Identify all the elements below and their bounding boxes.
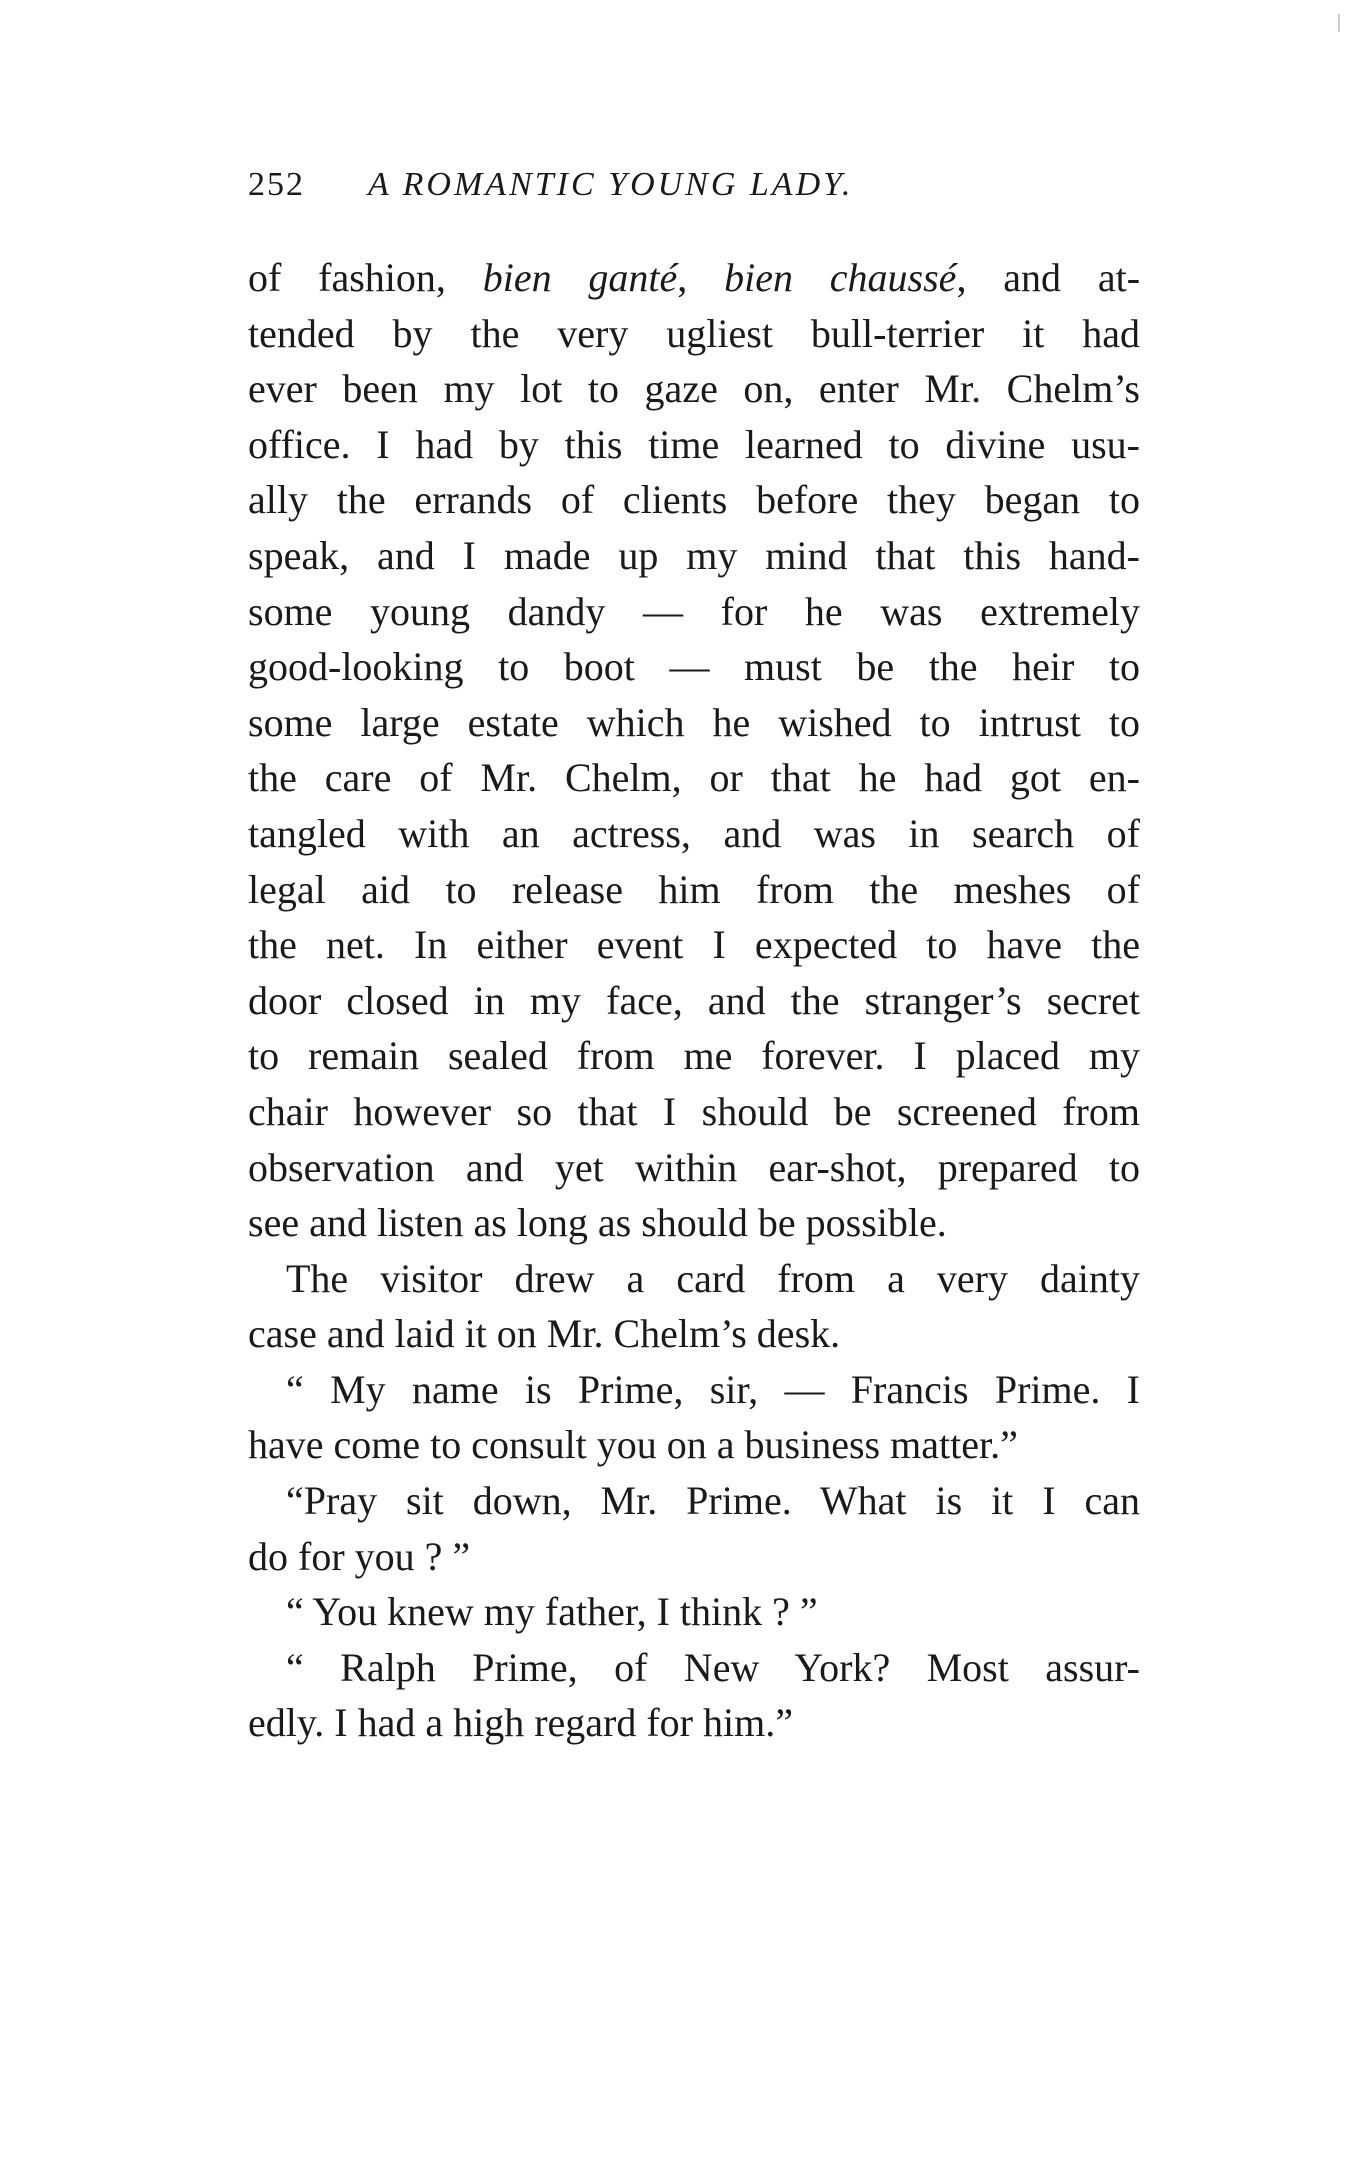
text-line: ally the errands of clients before they began to	[248, 477, 1140, 523]
text-fragment: ,	[677, 255, 725, 300]
text-line: legal aid to release him from the meshes of	[248, 866, 1140, 912]
text-line: see and listen as long as should be possible.	[248, 1200, 947, 1246]
running-head	[248, 160, 1148, 210]
text-line: to remain sealed from me forever. I placed my	[248, 1033, 1140, 1079]
text-line: case and laid it on Mr. Chelm’s desk.	[248, 1311, 841, 1357]
scan-edge-mark	[1338, 14, 1340, 32]
text-line: the net. In either event I expected to have the	[248, 922, 1140, 968]
text-line: tended by the very ugliest bull-terrier it had	[248, 310, 1140, 356]
body-text	[248, 250, 1140, 1751]
text-line: some young dandy — for he was extremely	[248, 588, 1140, 634]
italic-phrase: bien ganté	[482, 255, 678, 300]
text-line: “ My name is Prime, sir, — Francis Prime. I	[286, 1366, 1140, 1412]
text-line: speak, and I made up my mind that this hand-	[248, 532, 1140, 578]
text-line: some large estate which he wished to intrust to	[248, 699, 1140, 745]
text-fragment: of fashion,	[248, 255, 483, 300]
text-line: good-looking to boot — must be the heir to	[248, 644, 1140, 690]
text-line: the care of Mr. Chelm, or that he had got en-	[248, 755, 1140, 801]
text-line: office. I had by this time learned to divine usu-	[248, 421, 1140, 467]
text-line: observation and yet within ear-shot, prepared to	[248, 1144, 1140, 1190]
text-fragment: , and at-	[956, 255, 1141, 300]
running-title: A ROMANTIC YOUNG LADY.	[368, 166, 854, 203]
text-line: “ Ralph Prime, of New York? Most assur-	[286, 1644, 1140, 1690]
text-line: do for you ? ”	[248, 1533, 471, 1579]
text-line: door closed in my face, and the stranger’s secret	[248, 977, 1140, 1023]
text-line: “Pray sit down, Mr. Prime. What is it I can	[286, 1478, 1140, 1524]
text-line: have come to consult you on a business matter.”	[248, 1422, 1018, 1468]
text-line: edly. I had a high regard for him.”	[248, 1700, 793, 1746]
text-line	[248, 250, 1140, 306]
text-line: The visitor drew a card from a very dainty	[286, 1255, 1140, 1301]
text-line: “ You knew my father, I think ? ”	[286, 1589, 818, 1635]
italic-phrase: bien chaussé	[724, 255, 957, 300]
text-line: ever been my lot to gaze on, enter Mr. Chelm’s	[248, 366, 1140, 412]
page-number: 252	[248, 166, 305, 203]
text-line: tangled with an actress, and was in search of	[248, 810, 1140, 856]
text-line: chair however so that I should be screened from	[248, 1088, 1140, 1134]
